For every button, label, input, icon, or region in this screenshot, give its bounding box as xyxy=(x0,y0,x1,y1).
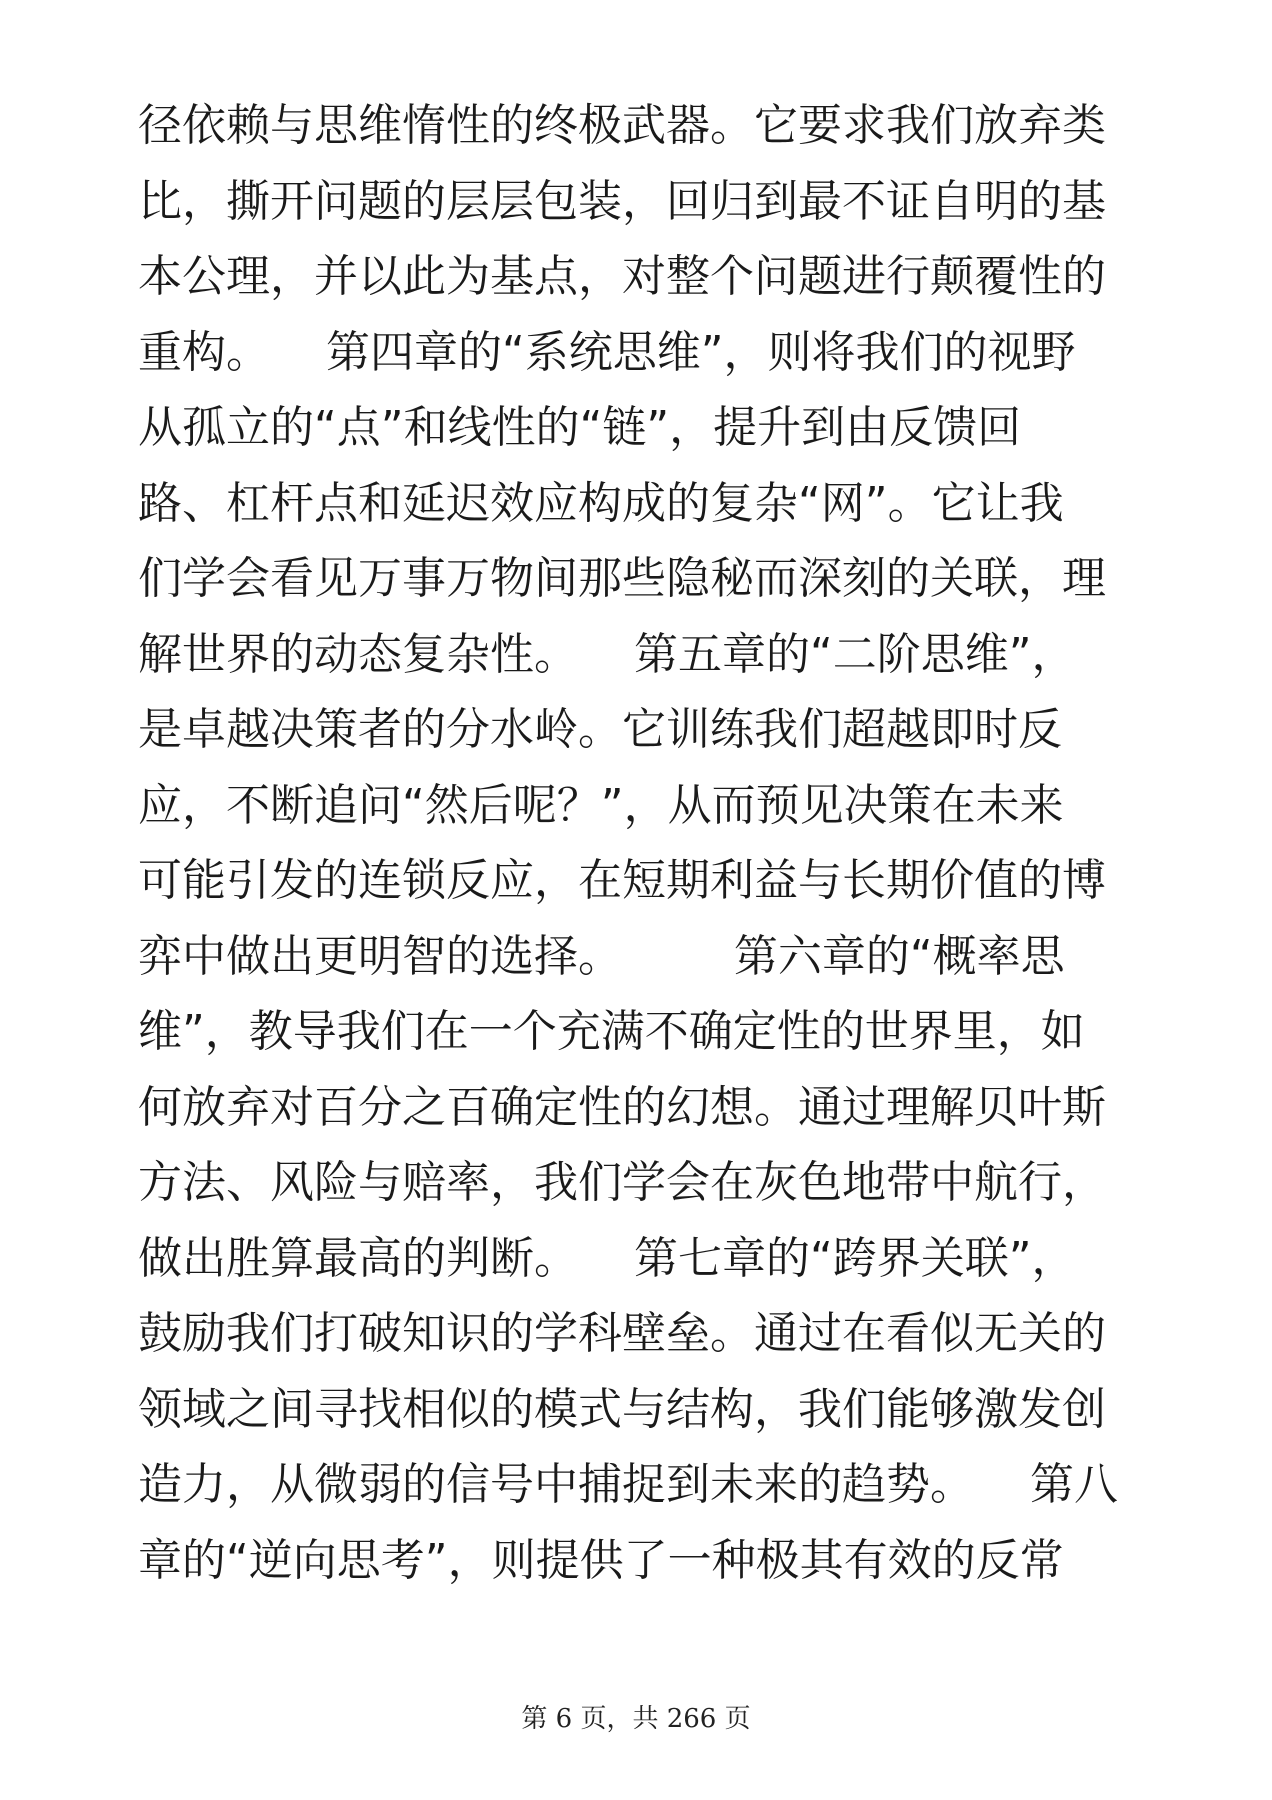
text-line: 路、杠杆点和延迟效应构成的复杂“网”。它让我 xyxy=(138,477,1064,529)
text-line: 做出胜算最高的判断。 第七章的“跨界关联”， xyxy=(138,1232,1076,1284)
body-text xyxy=(138,88,1138,1598)
text-line: 是卓越决策者的分水岭。它训练我们超越即时反 xyxy=(138,704,1062,755)
page-number-footer: 第 6 页，共 266 页 xyxy=(521,1704,751,1734)
text-line: 本公理，并以此为基点，对整个问题进行颠覆性的 xyxy=(138,251,1106,302)
text-line: 维”，教导我们在一个充满不确定性的世界里，如 xyxy=(138,1006,1085,1057)
text-line: 应，不断追问“然后呢？”，从而预见决策在未来 xyxy=(138,779,1064,831)
text-line: 径依赖与思维惰性的终极武器。它要求我们放弃类 xyxy=(138,100,1106,151)
text-line: 何放弃对百分之百确定性的幻想。通过理解贝叶斯 xyxy=(138,1081,1106,1133)
text-line: 比，撕开问题的层层包装，回归到最不证自明的基 xyxy=(138,175,1106,227)
text-line: 重构。 第四章的“系统思维”，则将我们的视野 xyxy=(138,326,1076,378)
text-line: 方法、风险与赔率，我们学会在灰色地带中航行， xyxy=(138,1157,1106,1208)
text-line: 章的“逆向思考”，则提供了一种极其有效的反常 xyxy=(138,1534,1064,1586)
text-line: 鼓励我们打破知识的学科壁垒。通过在看似无关的 xyxy=(138,1308,1106,1359)
text-line: 可能引发的连锁反应，在短期利益与长期价值的博 xyxy=(138,855,1106,906)
text-line: 领域之间寻找相似的模式与结构，我们能够激发创 xyxy=(138,1383,1106,1435)
text-line: 们学会看见万事万物间那些隐秘而深刻的关联，理 xyxy=(138,553,1106,604)
text-line: 弈中做出更明智的选择。 第六章的“概率思 xyxy=(138,930,1065,982)
text-line: 造力，从微弱的信号中捕捉到未来的趋势。 第八 xyxy=(138,1459,1118,1510)
text-line: 从孤立的“点”和线性的“链”，提升到由反馈回 xyxy=(138,402,1022,453)
text-line: 解世界的动态复杂性。 第五章的“二阶思维”， xyxy=(138,628,1076,680)
